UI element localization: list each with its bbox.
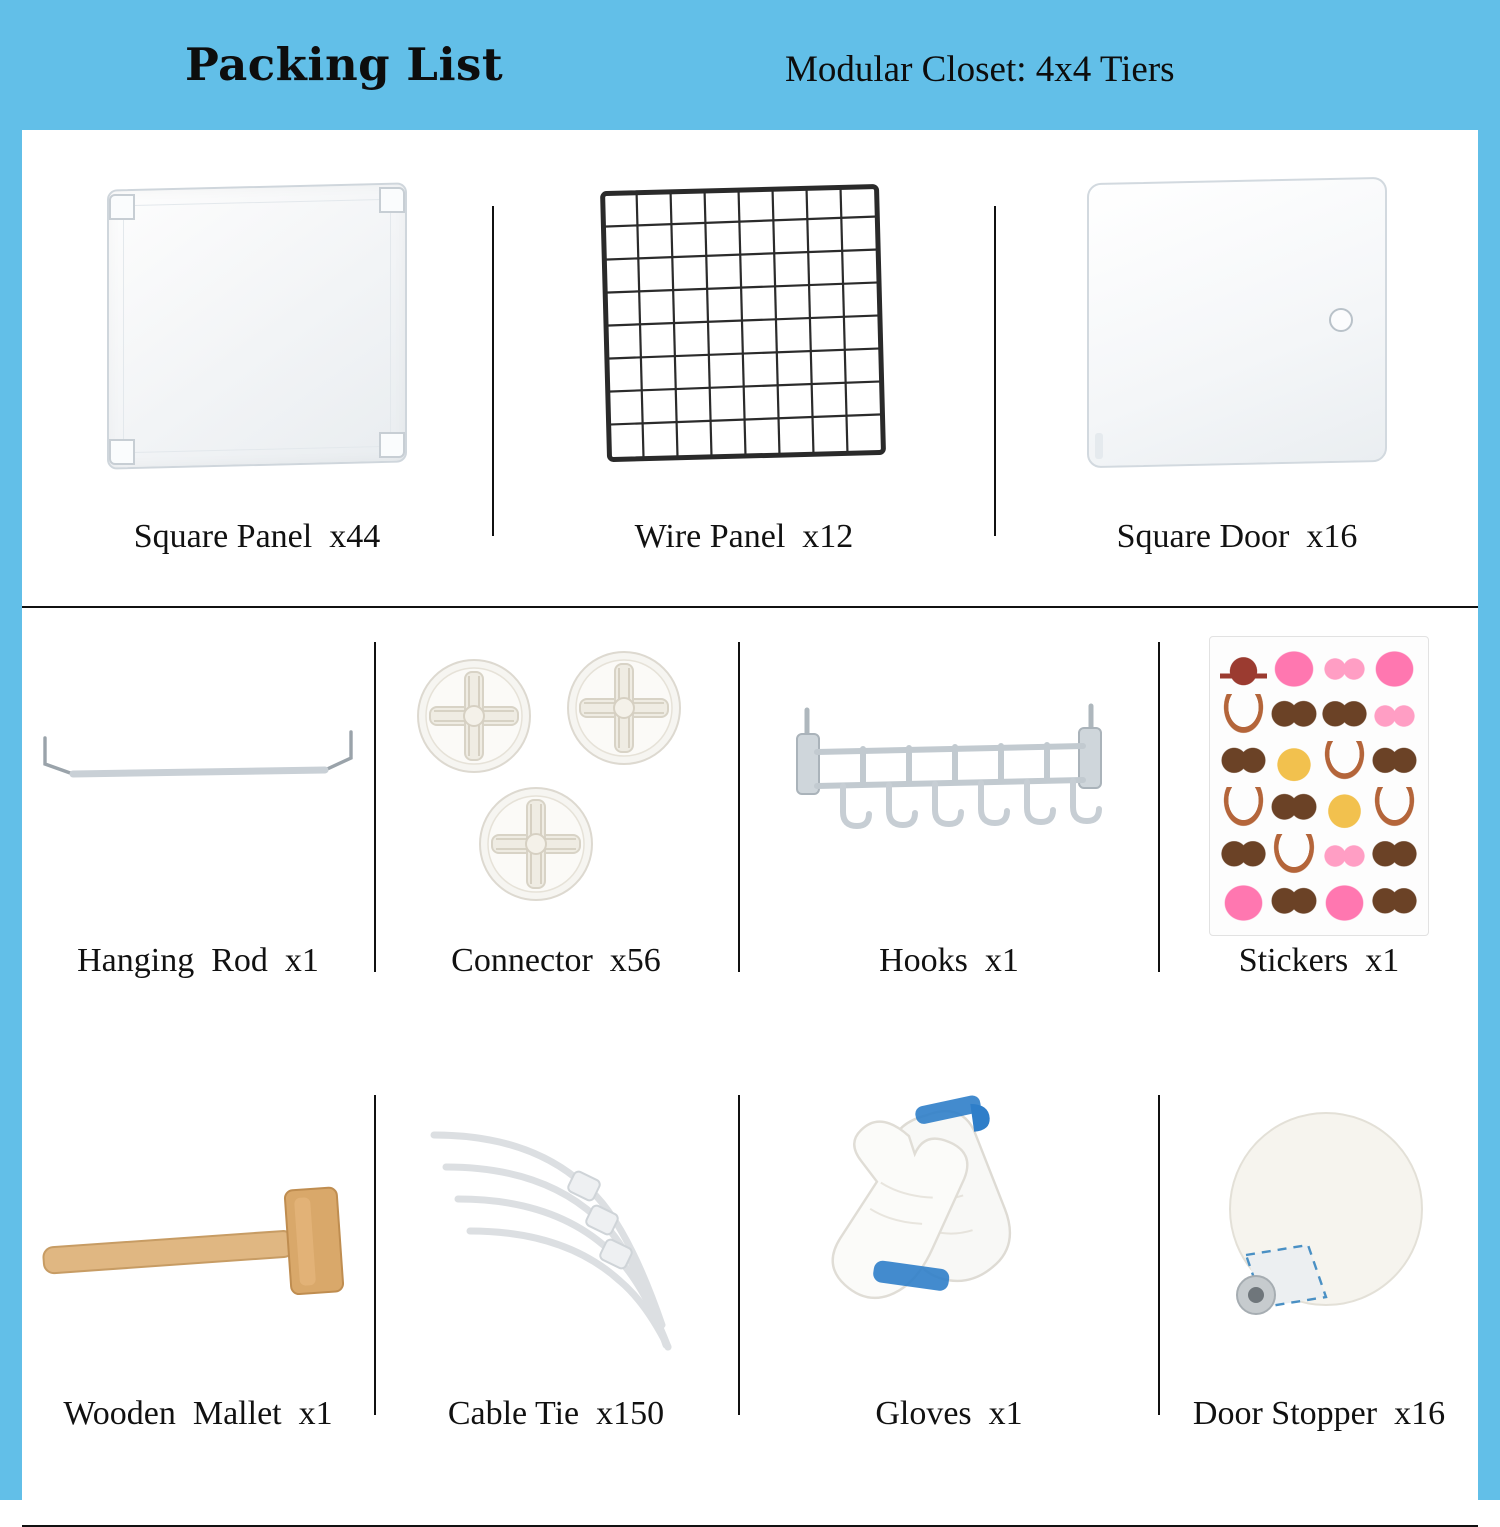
item-door-stopper (1160, 1065, 1478, 1485)
item-stickers (1160, 630, 1478, 1030)
item-square-panel (22, 148, 492, 596)
cable-tie-svg (406, 1125, 706, 1355)
right-blue-rail (1478, 0, 1500, 1500)
hanging-rod-svg (33, 730, 363, 820)
connector-svg (406, 644, 706, 924)
item-square-door (996, 148, 1478, 596)
item-hooks (740, 630, 1158, 1030)
cable-tie-caption: Cable Tie x150 (447, 1395, 665, 1432)
square-panel-illustration (22, 186, 492, 466)
square-panel-caption: Square Panel x44 (133, 518, 381, 555)
door-stopper-illustration (1160, 1105, 1478, 1335)
wire-panel-svg (594, 180, 894, 465)
item-wooden-mallet (22, 1065, 374, 1485)
wooden-mallet-svg (33, 1175, 363, 1315)
gloves-svg (799, 1095, 1099, 1345)
connector-caption: Connector x56 (451, 942, 661, 979)
wooden-mallet-illustration (22, 1175, 374, 1315)
connector-illustration (376, 644, 736, 924)
hanging-rod-caption: Hanging Rod x1 (77, 942, 319, 979)
cable-tie-illustration (376, 1125, 736, 1355)
stickers-caption: Stickers x1 (1238, 942, 1400, 979)
door-stopper-caption: Door Stopper x16 (1192, 1395, 1446, 1432)
wooden-mallet-caption: Wooden Mallet x1 (63, 1395, 333, 1432)
hooks-caption: Hooks x1 (879, 942, 1019, 979)
hanging-rod-illustration (22, 730, 374, 820)
product-subtitle: Modular Closet: 4x4 Tiers (785, 49, 1175, 90)
page-title: Packing List (185, 38, 504, 91)
row-2 (22, 630, 1478, 1030)
wire-panel-illustration (494, 180, 994, 465)
gloves-caption: Gloves x1 (875, 1395, 1023, 1432)
square-door-illustration (996, 180, 1478, 465)
hooks-illustration (740, 700, 1158, 870)
row-1 (22, 148, 1478, 596)
item-wire-panel (494, 148, 994, 596)
header-bar (0, 0, 1500, 130)
item-gloves (740, 1065, 1158, 1485)
packing-list-content (22, 130, 1478, 1500)
left-blue-rail (0, 0, 22, 1500)
hooks-svg (779, 700, 1119, 870)
item-hanging-rod (22, 630, 374, 1030)
door-stopper-svg (1194, 1105, 1444, 1335)
stickers-illustration (1160, 636, 1478, 936)
wire-panel-caption: Wire Panel x12 (634, 518, 854, 555)
square-door-caption: Square Door x16 (1116, 518, 1358, 555)
item-connector (376, 630, 736, 1030)
row-divider-1 (22, 606, 1478, 608)
row-3 (22, 1065, 1478, 1485)
item-cable-tie (376, 1065, 736, 1485)
gloves-illustration (740, 1095, 1158, 1345)
